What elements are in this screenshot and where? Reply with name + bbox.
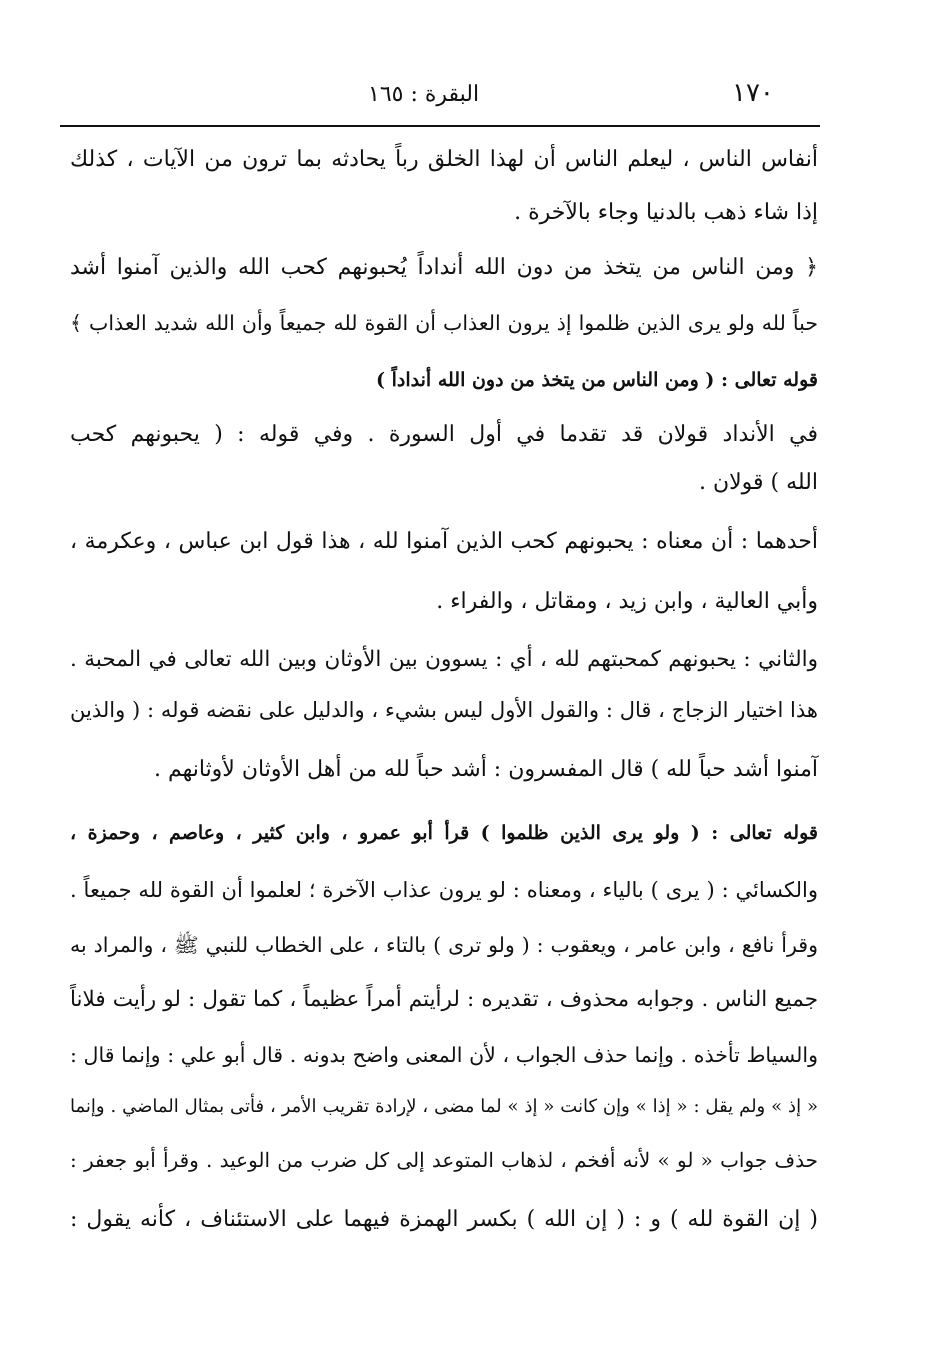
text-line: الله ) قولان . — [698, 470, 818, 495]
text-line: والسياط تأخذه . وإنما حذف الجواب ، لأن المعنى واضح بدونه . قال أبو علي : وإنما قال : — [70, 1043, 818, 1067]
commentary-heading: قوله تعالى : ( ومن الناس من يتخذ من دون الله أنداداً ) — [376, 369, 818, 391]
text-line: وأبي العالية ، وابن زيد ، ومقاتل ، والفراء . — [436, 589, 818, 614]
page-number: ١٧٠ — [732, 78, 774, 108]
text-line: هذا اختيار الزجاج ، قال : والقول الأول ليس بشيء ، والدليل على نقضه قوله : ( والذين — [70, 698, 818, 722]
running-head: البقرة : ١٦٥ — [368, 82, 480, 107]
text-line: أحدهما : أن معناه : يحبونهم كحب الذين آمنوا لله ، هذا قول ابن عباس ، وعكرمة ، — [70, 529, 818, 554]
text-line: وقرأ نافع ، وابن عامر ، ويعقوب : ( ولو ترى ) بالتاء ، على الخطاب للنبي ﷺ ، والمراد به — [70, 933, 818, 957]
text-line: في الأنداد قولان قد تقدما في أول السورة . وفي قوله : ( يحبونهم كحب — [70, 422, 818, 447]
text-line: « إذ » ولم يقل : « إذا » وإن كانت « إذ » لما مضى ، لإرادة تقريب الأمر ، فأتى بمثال الماضي . وإنما — [70, 1096, 818, 1117]
text-line: والثاني : يحبونهم كمحبتهم لله ، أي : يسوون بين الأوثان وبين الله تعالى في المحبة . — [70, 647, 818, 672]
text-line: أنفاس الناس ، ليعلم الناس أن لهذا الخلق رباً يحادثه بما ترون من الآيات ، كذلك — [70, 147, 818, 172]
text-line: والكسائي : ( يرى ) بالياء ، ومعناه : لو يرون عذاب الآخرة ؛ لعلموا أن القوة لله جميعاً . — [70, 878, 818, 902]
header-rule — [60, 125, 820, 127]
quran-verse-line: حباً لله ولو يرى الذين ظلموا إذ يرون العذاب أن القوة لله جميعاً وأن الله شديد العذاب ﴾ — [70, 311, 818, 335]
text-line: ( إن القوة لله ) و : ( إن الله ) بكسر الهمزة فيهما على الاستئناف ، كأنه يقول : — [70, 1207, 818, 1232]
quran-verse-line: ﴿ ومن الناس من يتخذ من دون الله أنداداً يُحبونهم كحب الله والذين آمنوا أشد — [70, 255, 818, 280]
commentary-heading: قوله تعالى : ( ولو يرى الذين ظلموا ) قرأ أبو عمرو ، وابن كثير ، وعاصم ، وحمزة ، — [70, 822, 818, 844]
text-line: آمنوا أشد حباً لله ) قال المفسرون : أشد حباً لله من أهل الأوثان لأوثانهم . — [153, 757, 818, 782]
text-line: إذا شاء ذهب بالدنيا وجاء بالآخرة . — [514, 200, 818, 225]
text-line: جميع الناس . وجوابه محذوف ، تقديره : لرأيتم أمراً عظيماً ، كما تقول : لو رأيت فلاناً — [70, 987, 818, 1012]
text-line: حذف جواب « لو » لأنه أفخم ، لذهاب المتوعد إلى كل ضرب من الوعيد . وقرأ أبو جعفر : — [70, 1148, 818, 1172]
